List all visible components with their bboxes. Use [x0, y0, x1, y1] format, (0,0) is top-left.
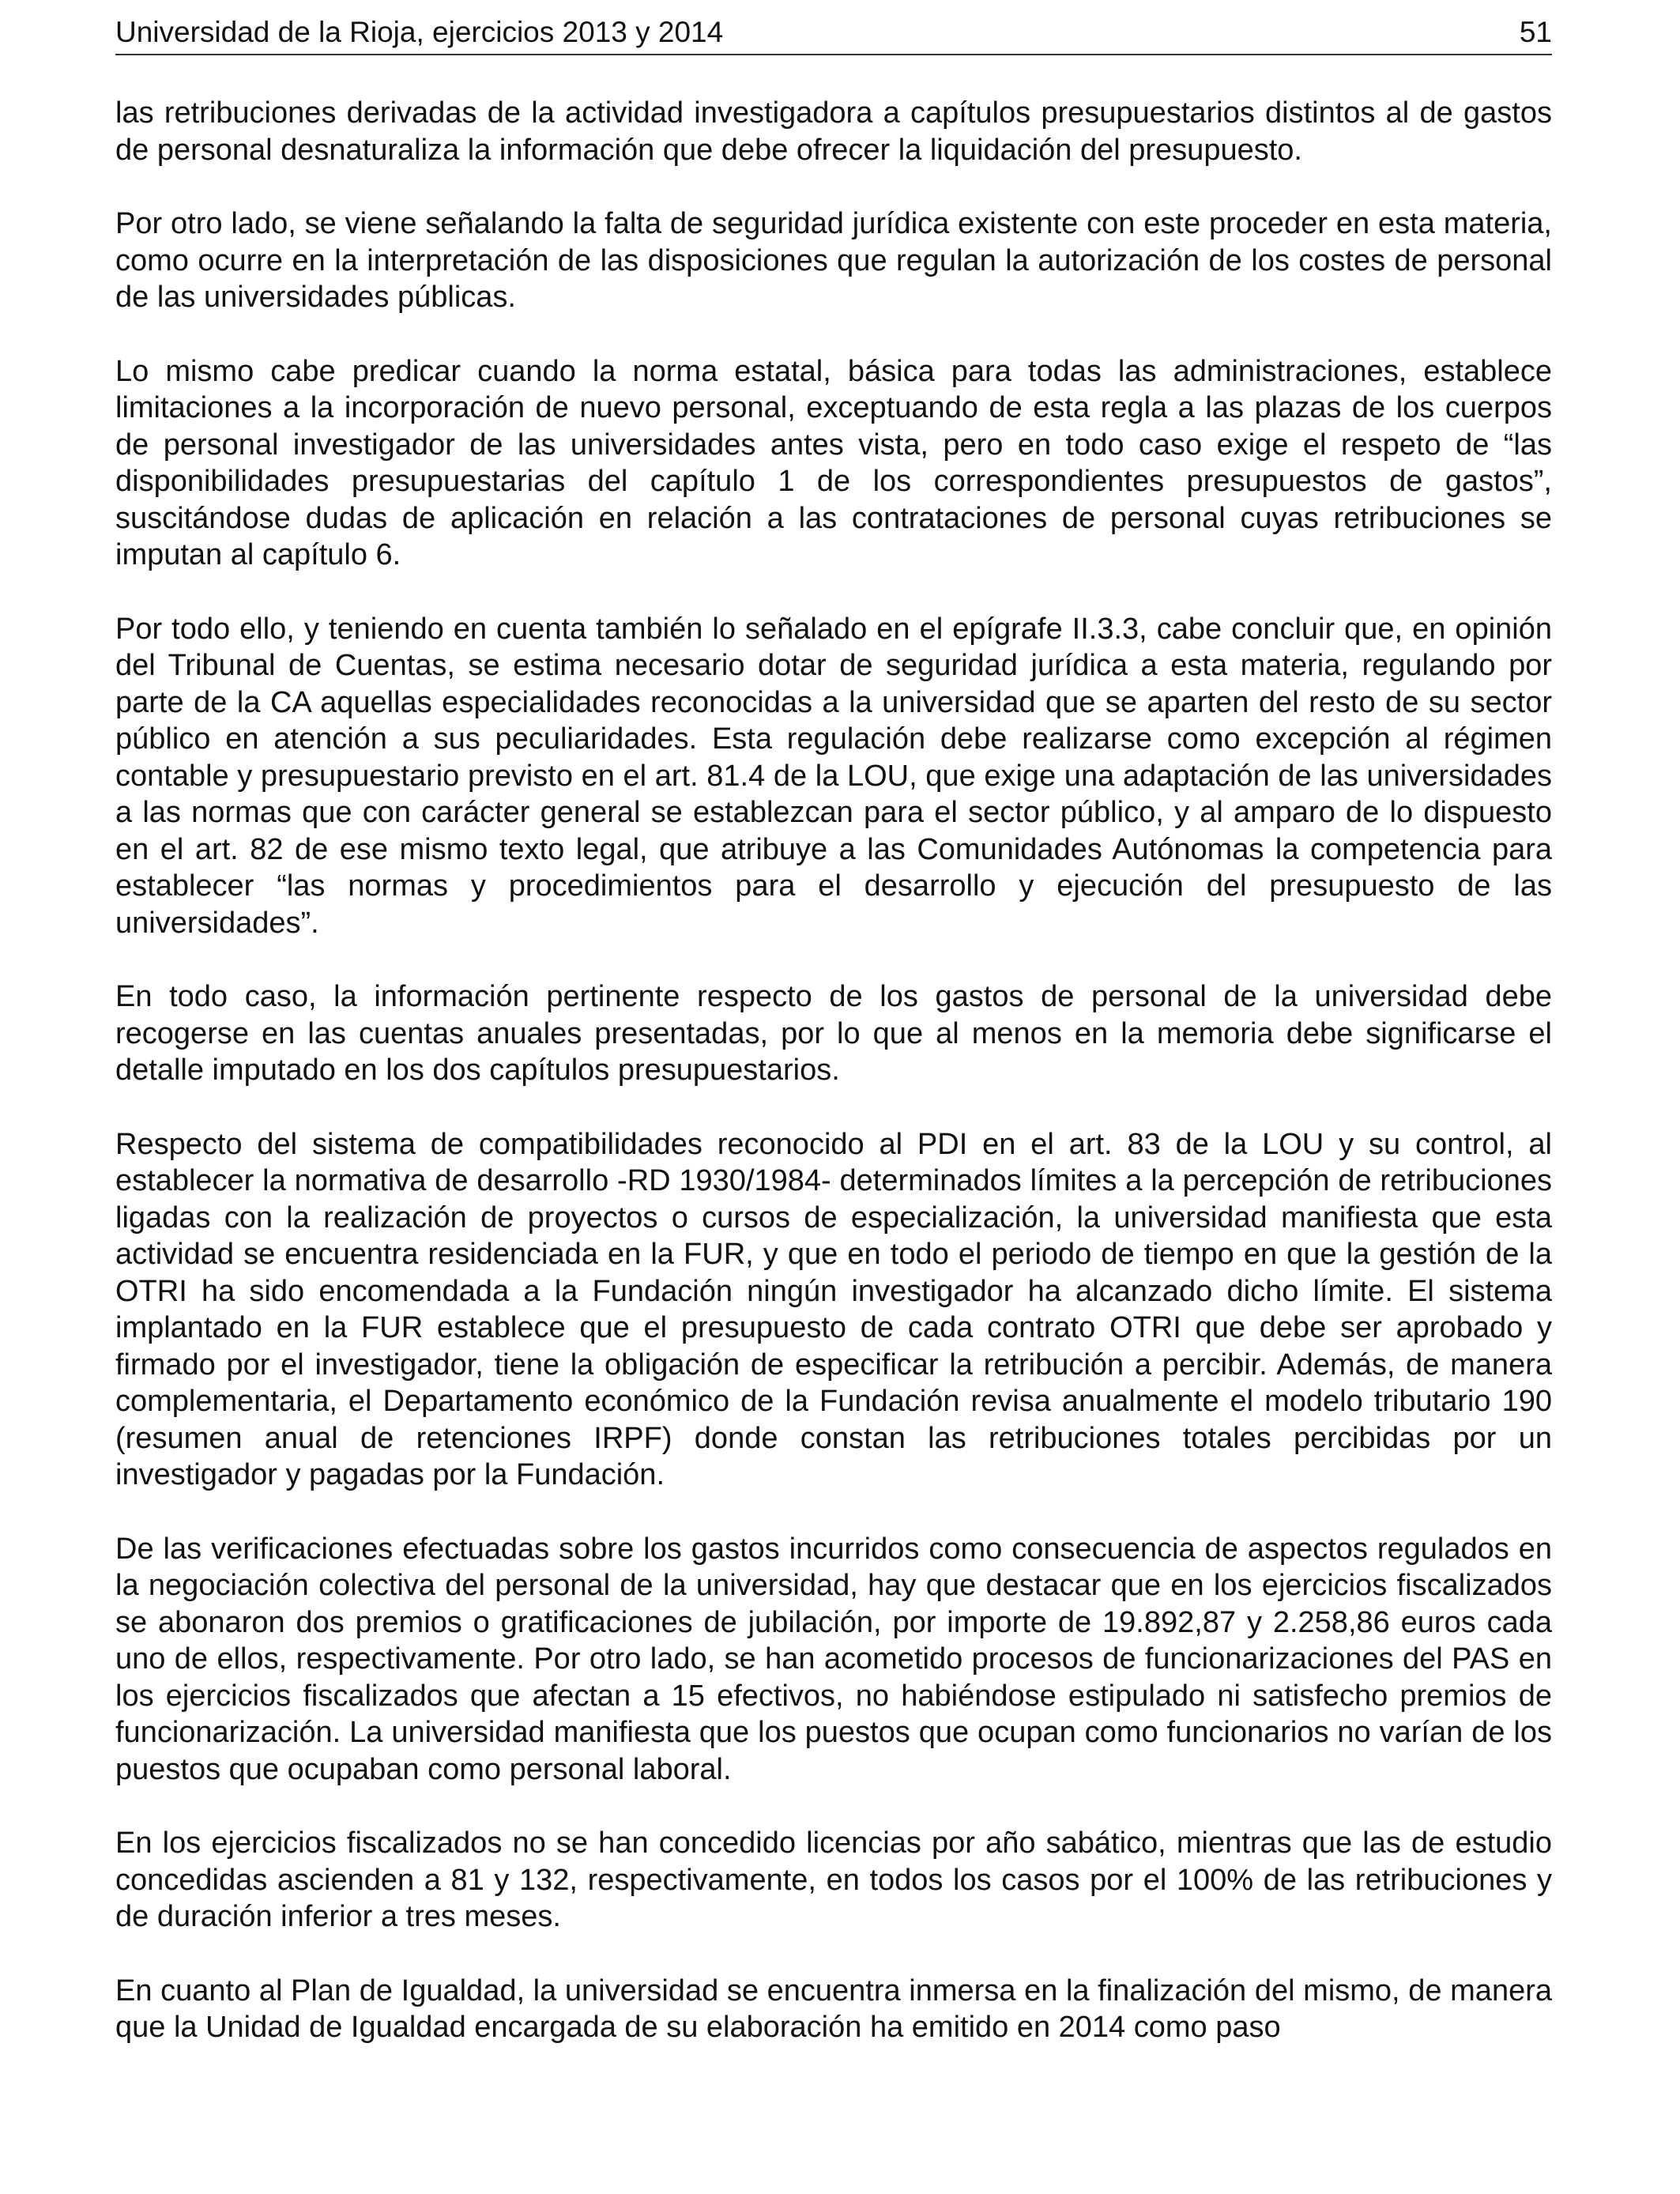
paragraph-3: Lo mismo cabe predicar cuando la norma estatal, básica para todas las administraciones, establece limitaciones a la incorporación de nuevo personal, exceptuando de esta regla a las plazas de los cuerpos de personal investigador de las universidades antes vista, pero en todo caso exige el respeto de “las disponibilidades presupuestarias del capítulo 1 de los correspondientes presupuestos de gastos”, suscitándose dudas de aplicación en relación a las contrataciones de personal cuyas retribuciones se imputan al capítulo 6.: [115, 354, 1552, 571]
document-page: [115, 0, 1552, 2194]
paragraph-1: las retribuciones derivadas de la actividad investigadora a capítulos presupuestarios distintos al de gastos de personal desnaturaliza la información que debe ofrecer la liquidación del presupuesto.: [115, 96, 1552, 167]
paragraph-5: En todo caso, la información pertinente respecto de los gastos de personal de la universidad debe recogerse en las cuentas anuales presentadas, por lo que al menos en la memoria debe significarse el detalle imputado en los dos capítulos presupuestarios.: [115, 980, 1552, 1087]
paragraph-2: Por otro lado, se viene señalando la falta de seguridad jurídica existente con este proceder en esta materia, como ocurre en la interpretación de las disposiciones que regulan la autorización de los costes de personal de las universidades públicas.: [115, 207, 1552, 314]
document-body: [115, 95, 1552, 2083]
paragraph-8: En los ejercicios fiscalizados no se han concedido licencias por año sabático, mientras que las de estudio concedidas ascienden a 81 y 132, respectivamente, en todos los casos por el 100% de las retribuciones y de duración inferior a tres meses.: [115, 1826, 1552, 1933]
page-number: 51: [1519, 16, 1552, 48]
paragraph-4: Por todo ello, y teniendo en cuenta también lo señalado en el epígrafe II.3.3, cabe concluir que, en opinión del Tribunal de Cuentas, se estima necesario dotar de seguridad jurídica a esta materia, regulando por parte de la CA aquellas especialidades reconocidas a la universidad que se aparten del resto de su sector público en atención a sus peculiaridades. Esta regulación debe realizarse como excepción al régimen contable y presupuestario previsto en el art. 81.4 de la LOU, que exige una adaptación de las universidades a las normas que con carácter general se establezcan para el sector público, y al amparo de lo dispuesto en el art. 82 de ese mismo texto legal, que atribuye a las Comunidades Autónomas la competencia para establecer “las normas y procedimientos para el desarrollo y ejecución del presupuesto de las universidades”.: [115, 612, 1552, 940]
page-header: [115, 11, 1552, 55]
header-title: Universidad de la Rioja, ejercicios 2013 y 2014: [115, 16, 724, 48]
paragraph-9: En cuanto al Plan de Igualdad, la universidad se encuentra inmersa en la finalización del mismo, de manera que la Unidad de Igualdad encargada de su elaboración ha emitido en 2014 como paso: [115, 1973, 1552, 2044]
paragraph-6: Respecto del sistema de compatibilidades reconocido al PDI en el art. 83 de la LOU y su control, al establecer la normativa de desarrollo -RD 1930/1984- determinados límites a la percepción de retribuciones ligadas con la realización de proyectos o cursos de especialización, la universidad manifiesta que esta actividad se encuentra residenciada en la FUR, y que en todo el periodo de tiempo en que la gestión de la OTRI ha sido encomendada a la Fundación ningún investigador ha alcanzado dicho límite. El sistema implantado en la FUR establece que el presupuesto de cada contrato OTRI que debe ser aprobado y firmado por el investigador, tiene la obligación de especificar la retribución a percibir. Además, de manera complementaria, el Departamento económico de la Fundación revisa anualmente el modelo tributario 190 (resumen anual de retenciones IRPF) donde constan las retribuciones totales percibidas por un investigador y pagadas por la Fundación.: [115, 1127, 1552, 1491]
paragraph-7: De las verificaciones efectuadas sobre los gastos incurridos como consecuencia de aspectos regulados en la negociación colectiva del personal de la universidad, hay que destacar que en los ejercicios fiscalizados se abonaron dos premios o gratificaciones de jubilación, por importe de 19.892,87 y 2.258,86 euros cada uno de ellos, respectivamente. Por otro lado, se han acometido procesos de funcionarizaciones del PAS en los ejercicios fiscalizados que afectan a 15 efectivos, no habiéndose estipulado ni satisfecho premios de funcionarización. La universidad manifiesta que los puestos que ocupan como funcionarios no varían de los puestos que ocupaban como personal laboral.: [115, 1532, 1552, 1786]
